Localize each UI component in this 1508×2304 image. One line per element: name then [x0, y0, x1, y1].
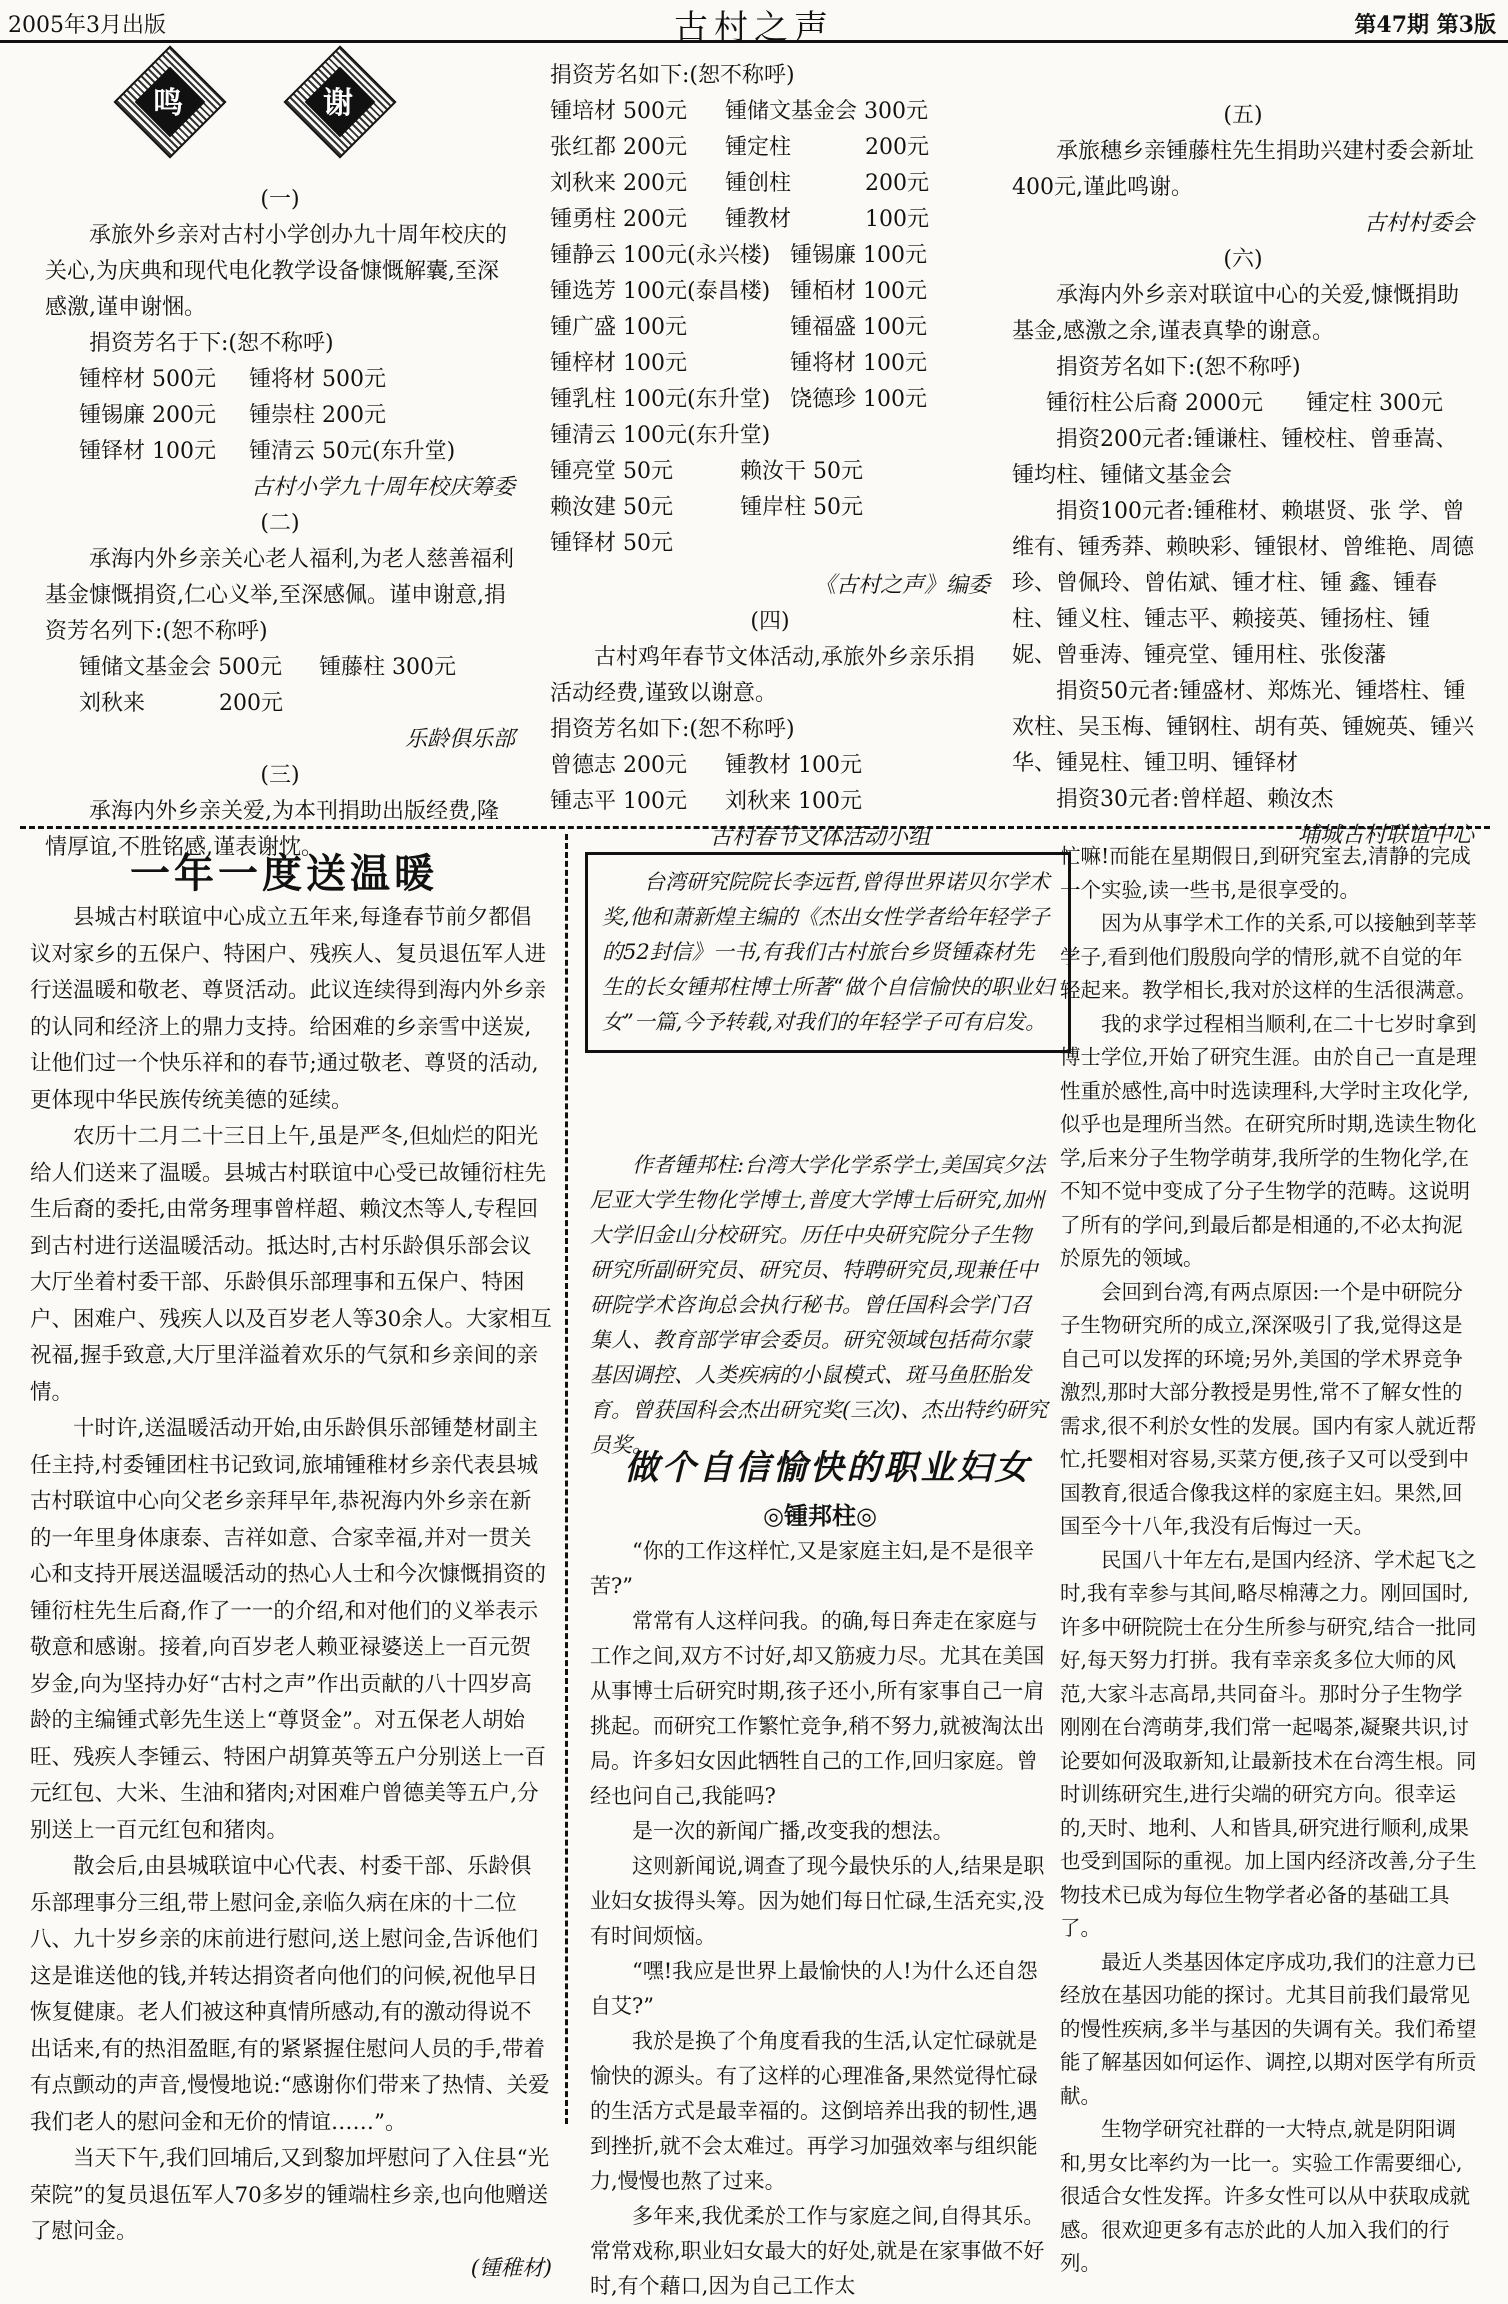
donor-row: 张红都 200元 锺定柱 200元 — [550, 135, 929, 160]
donor-row: 锺梓材 500元 锺将材 500元 — [79, 367, 386, 392]
warmth-signature: (锺稚材) — [470, 2255, 552, 2281]
donor-row: 锺梓材 100元 锺将材 100元 — [550, 351, 927, 376]
section-2-number: (二) — [260, 511, 300, 536]
article-paragraph: 这则新闻说,调查了现今最快乐的人,结果是职业妇女拔得头筹。因为她们每日忙碌,生活充实,没有时间烦恼。 — [590, 1854, 1045, 1948]
issue-number: 第47期 第3版 — [1354, 12, 1496, 38]
article-paragraph: 是一次的新闻广播,改变我的想法。 — [632, 1819, 954, 1843]
thanks-column-3 — [1012, 98, 1474, 854]
section-divider — [20, 826, 1490, 829]
thanks-char-1-ornament — [130, 62, 210, 142]
section-6-number: (六) — [1223, 247, 1263, 272]
article-paragraph: 多年来,我优柔於工作与家庭之间,自得其乐。常常戏称,职业妇女最大的好处,就是在家事做不好时,有个藉口,因为自己工作太 — [590, 2204, 1045, 2298]
section-3-signature: 《古村之声》编委 — [813, 573, 990, 598]
donor-row: 刘秋来 200元 — [79, 691, 283, 716]
article-middle-column — [590, 1534, 1050, 2304]
article-author: ◎锺邦柱◎ — [763, 1501, 877, 1530]
section-6-50: 捐资50元者:锺盛材、郑炼光、锺塔柱、锺欢柱、吴玉梅、锺钢柱、胡有英、锺婉英、锺兴华、锺晃柱、锺卫明、锺铎材 — [1012, 679, 1475, 776]
section-4-text: 古村鸡年春节文体活动,承旅外乡亲乐捐活动经费,谨致以谢意。 — [550, 645, 975, 706]
masthead — [0, 0, 1508, 48]
donor-row: 锺勇柱 200元 锺教材 100元 — [550, 207, 929, 232]
donor-row: 锺铎材 50元 — [550, 531, 673, 556]
donor-row: 锺储文基金会 500元 锺藤柱 300元 — [79, 655, 456, 680]
article-paragraph: 我於是换了个角度看我的生活,认定忙碌就是愉快的源头。有了这样的心理准备,果然觉得忙碌的生活方式是最幸福的。这倒培养出我的韧性,遇到挫折,就不会太难过。再学习加强效率与组织能力,慢慢也熬了过来。 — [590, 2029, 1038, 2193]
article-paragraph: 生物学研究社群的一大特点,就是阴阳调和,男女比率约为一比一。实验工作需要细心,很适合女性发挥。许多女性可以从中获取成就感。很欢迎更多有志於此的人加入我们的行列。 — [1060, 2117, 1470, 2275]
article-paragraph: 民国八十年左右,是国内经济、学术起飞之时,我有幸参与其间,略尽棉薄之力。刚回国时,许多中研院院士在分生所参与研究,结合一批同好,每天努力打拼。我有幸亲炙多位大师的风范,大家斗志高昂,共同奋斗。那时分子生物学刚刚在台湾萌芽,我们常一起喝茶,凝聚共识,讨论要如何汲取新知,让最新技术在台湾生根。同时训练研究生,进行尖端的研究方向。很幸运的,天时、地利、人和皆具,研究进行顺利,成果也受到国际的重视。加上国内经济改善,分子生物技术已成为每位生物学者必备的基础工具了。 — [1060, 1547, 1477, 1940]
donor-row: 锺亮堂 50元 赖汝干 50元 — [550, 459, 863, 484]
donor-row: 锺培材 500元 锺储文基金会 300元 — [550, 99, 928, 124]
warmth-paragraph: 农历十二月二十三日上午,虽是严冬,但灿烂的阳光给人们送来了温暖。县城古村联谊中心受已故锺衍柱先生后裔的委托,由常务理事曾样超、赖汶杰等人,专程回到古村进行送温暖活动。抵达时,古村乐龄俱乐部会议大厅坐着村委干部、乐龄俱乐部理事和五保户、特困户、困难户、残疾人以及百岁老人等30余人。大家相互祝福,握手致意,大厅里洋溢着欢乐的气氛和乡亲间的亲情。 — [30, 1124, 552, 1405]
thanks-char-1: 鸣 — [153, 86, 183, 121]
thanks-column-1 — [45, 182, 515, 866]
warmth-paragraph: 十时许,送温暖活动开始,由乐龄俱乐部锺楚材副主任主持,村委锺团柱书记致词,旅埔锺稚材乡亲代表县城古村联谊中心向父老乡亲拜早年,恭祝海内外乡亲在新的一年里身体康泰、吉祥如意、合家幸福,并对一贯关心和支持开展送温暖活动的热心人士和今次慷慨捐资的锺衍柱先生后裔,作了一一的介绍,和对他们的义举表示敬意和感谢。接着,向百岁老人赖亚禄婆送上一百元贺岁金,向为坚持办好“古村之声”作出贡献的八十四岁高龄的主编锺式彰先生送上“尊贤金”。对五保老人胡始旺、残疾人李锺云、特困户胡算英等五户分别送上一百元红包、大米、生油和猪肉;对困难户曾德美等五户,分别送上一百元红包和猪肉。 — [30, 1416, 547, 1843]
author-bio — [590, 1148, 1050, 1463]
donor-row: 锺铎材 100元 锺清云 50元(东升堂) — [79, 439, 456, 464]
article-paragraph: “你的工作这样忙,又是家庭主妇,是不是很辛苦?” — [590, 1539, 1035, 1598]
issue-date: 2005年3月出版 — [8, 13, 166, 38]
section-3-intro: 捐资芳名如下:(恕不称呼) — [550, 63, 795, 88]
section-6-signature: 埔城古村联谊中心 — [1297, 823, 1474, 848]
thanks-column-2 — [550, 58, 990, 856]
article-title: 做个自信愉快的职业妇女 — [624, 1448, 1032, 1488]
section-6-intro: 捐资芳名如下:(恕不称呼) — [1056, 355, 1301, 380]
section-5-number: (五) — [1223, 103, 1263, 128]
section-5-text: 承旅穗乡亲锺藤柱先生捐助兴建村委会新址400元,谨此鸣谢。 — [1012, 139, 1475, 200]
warmth-paragraph: 县城古村联谊中心成立五年来,每逢春节前夕都倡议对家乡的五保户、特困户、残疾人、复员退伍军人进行送温暖和敬老、尊贤活动。此议连续得到海内外乡亲的认同和经济上的鼎力支持。给困难的乡亲雪中送炭,让他们过一个快乐祥和的春节;通过敬老、尊贤的活动,更体现中华民族传统美德的延续。 — [30, 905, 547, 1113]
section-1-intro: 捐资芳名于下:(恕不称呼) — [89, 331, 334, 356]
section-1-signature: 古村小学九十周年校庆筹委 — [250, 475, 515, 500]
author-bio-text: 作者锺邦柱:台湾大学化学系学士,美国宾夕法尼亚大学生物化学博士,普度大学博士后研究,加州大学旧金山分校研究。历任中央研究院分子生物研究所副研究员、研究员、特聘研究员,现兼任中研院学术咨询总会执行秘书。曾任国科会学门召集人、教育部学审会委员。研究领域包括荷尔蒙基因调控、人类疾病的小鼠模式、斑马鱼胚胎发育。曾获国科会杰出研究奖(三次)、杰出特约研究员奖。 — [590, 1153, 1048, 1457]
section-5-signature: 古村村委会 — [1363, 211, 1474, 236]
warmth-body — [30, 900, 552, 2287]
article-paragraph: 因为从事学术工作的关系,可以接触到莘莘学子,看到他们殷殷向学的情形,就不自觉的年轻起来。教学相长,我对於这样的生活很满意。 — [1060, 911, 1477, 1002]
donor-row: 锺清云 100元(东升堂) — [550, 423, 771, 448]
section-4-intro: 捐资芳名如下:(恕不称呼) — [550, 717, 795, 742]
article-paragraph: 会回到台湾,有两点原因:一个是中研院分子生物研究所的成立,深深吸引了我,觉得这是自己可以发挥的环境;另外,美国的学术界竞争激烈,那时大部分教授是男性,常不了解女性的需求,很不利於女性的发展。国内有家人就近帮忙,托婴相对容易,买菜方便,孩子又可以受到中国教育,很适合像我这样的家庭主妇。果然,回国至今十八年,我没有后悔过一天。 — [1060, 1279, 1477, 1538]
donor-row: 锺选芳 100元(泰昌楼) 锺栢材 100元 — [550, 279, 927, 304]
warmth-paragraph: 散会后,由县城联谊中心代表、村委干部、乐龄俱乐部理事分三组,带上慰问金,亲临久病在床的十二位八、九十岁乡亲的床前进行慰问,送上慰问金,告诉他们这是谁送他的钱,并转达捐资者向他们的问候,祝他早日恢复健康。老人们被这种真情所感动,有的激动得说不出话来,有的热泪盈眶,有的紧紧握住慰问人员的手,带着有点颤动的声音,慢慢地说:“感谢你们带来了热情、关爱我们老人的慰问金和无价的情谊……”。 — [30, 1854, 550, 2135]
section-2-signature: 乐龄俱乐部 — [404, 727, 515, 752]
donor-row: 锺志平 100元 刘秋来 100元 — [550, 789, 862, 814]
donor-row: 刘秋来 200元 锺创柱 200元 — [550, 171, 929, 196]
article-paragraph: 忙嘛!而能在星期假日,到研究室去,清静的完成一个实验,读一些书,是很享受的。 — [1060, 844, 1471, 902]
section-2-text: 承海内外乡亲关心老人福利,为老人慈善福利基金慷慨捐资,仁心义举,至深感佩。谨申谢意,捐资芳名列下:(恕不称呼) — [45, 547, 514, 644]
article-paragraph: 最近人类基因体定序成功,我们的注意力已经放在基因功能的探讨。尤其目前我们最常见的慢性疾病,多半与基因的失调有关。我们希望能了解基因如何运作、调控,以期对医学有所贡献。 — [1060, 1949, 1477, 2108]
donor-row: 锺乳柱 100元(东升堂) 饶德珍 100元 — [550, 387, 927, 412]
article-right-column — [1060, 840, 1480, 2281]
column-divider — [565, 834, 568, 2124]
donor-row: 曾德志 200元 锺教材 100元 — [550, 753, 862, 778]
donor-row: 锺静云 100元(永兴楼) 锺锡廉 100元 — [550, 243, 927, 268]
paper-title: 古村之声 — [674, 8, 834, 48]
thanks-char-2: 谢 — [323, 86, 353, 121]
warmth-title: 一年一度送温暖 — [130, 850, 438, 897]
section-4-number: (四) — [750, 609, 790, 634]
section-6-30: 捐资30元者:曾样超、赖汝杰 — [1056, 787, 1334, 812]
donor-row: 锺广盛 100元 锺福盛 100元 — [550, 315, 927, 340]
section-6-200: 捐资200元者:锺谦柱、锺校柱、曾垂嵩、锺均柱、锺储文基金会 — [1012, 427, 1458, 488]
section-3-text: 承海内外乡亲关爱,为本刊捐助出版经费,隆情厚谊,不胜铭感,谨表谢忱。 — [45, 799, 499, 860]
article-intro-text: 台湾研究院院长李远哲,曾得世界诺贝尔学术奖,他和萧新煌主编的《杰出女性学者给年轻学子的52封信》一书,有我们古村旅台乡贤锺森材先生的长女锺邦柱博士所著“做个自信愉快的职业妇女”一篇,今予转载,对我们的年轻学子可有启发。 — [602, 870, 1054, 1034]
thanks-char-2-ornament — [300, 62, 380, 142]
donor-row: 锺衍柱公后裔 2000元 锺定柱 300元 — [1046, 391, 1443, 416]
article-paragraph: “嘿!我应是世界上最愉快的人!为什么还自怨自艾?” — [590, 1959, 1038, 2018]
section-1-text: 承旅外乡亲对古村小学创办九十周年校庆的关心,为庆典和现代电化教学设备慷慨解囊,至深感激,谨申谢悃。 — [45, 223, 508, 320]
warmth-paragraph: 当天下午,我们回埔后,又到黎加坪慰问了入住县“光荣院”的复员退伍军人70多岁的锺端柱乡亲,也向他赠送了慰问金。 — [30, 2146, 550, 2244]
section-4-signature: 古村春节文体活动小组 — [709, 825, 930, 850]
donor-row: 赖汝建 50元 锺岸柱 50元 — [550, 495, 863, 520]
section-3-number: (三) — [260, 763, 300, 788]
article-paragraph: 常常有人这样问我。的确,每日奔走在家庭与工作之间,双方不讨好,却又筋疲力尽。尤其在美国从事博士后研究时期,孩子还小,所有家事自己一肩挑起。而研究工作繁忙竞争,稍不努力,就被淘汰出局。许多妇女因此牺牲自己的工作,回归家庭。曾经也问自己,我能吗? — [590, 1609, 1045, 1808]
section-6-text: 承海内外乡亲对联谊中心的关爱,慷慨捐助基金,感激之余,谨表真挚的谢意。 — [1012, 283, 1459, 344]
article-intro-box — [585, 852, 1071, 1053]
article-paragraph: 我的求学过程相当顺利,在二十七岁时拿到博士学位,开始了研究生涯。由於自己一直是理性重於感性,高中时选读理科,大学时主攻化学,似乎也是理所当然。在研究所时期,选读生物化学,后来分子生物学萌芽,我所学的生物化学,在不知不觉中变成了分子生物学的范畴。这说明了所有的学问,到最后都是相通的,不必太拘泥於原先的领域。 — [1060, 1011, 1477, 1270]
donor-row: 锺锡廉 200元 锺崇柱 200元 — [79, 403, 386, 428]
section-6-100: 捐资100元者:锺稚材、赖堪贤、张 学、曾维有、锺秀莽、赖映彩、锺银材、曾维艳、周德珍、曾佩玲、曾佑斌、锺才柱、锺 鑫、锺春柱、锺义柱、锺志平、赖接英、锺扬柱、锺 妮、曾垂涛、锺亮堂、锺用柱、张俊藩 — [1012, 499, 1475, 668]
section-1-number: (一) — [260, 187, 300, 212]
